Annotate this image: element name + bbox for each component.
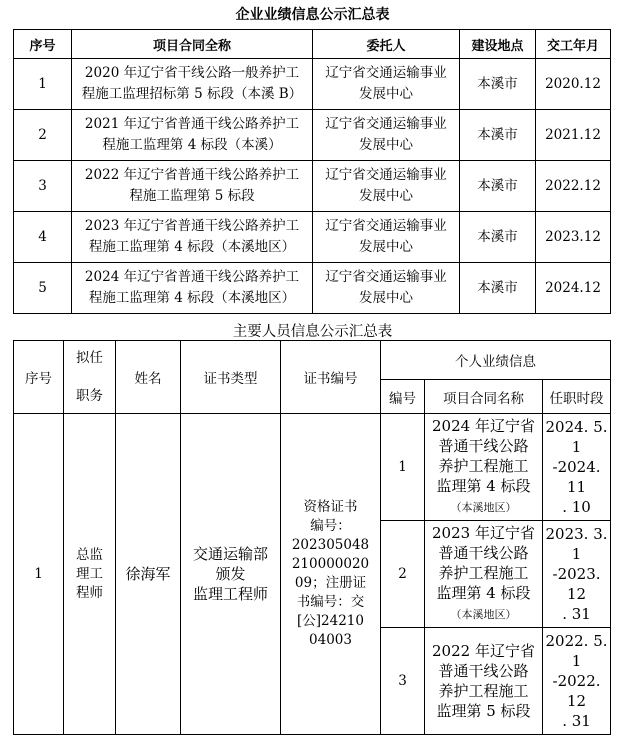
table-row: [14, 414, 611, 521]
header-sub-no: 编号: [381, 380, 425, 414]
row-location: 本溪市: [460, 161, 536, 212]
row-project-name: 2020 年辽宁省干线公路一般养护工 程施工监理招标第 5 标段（本溪 B）: [72, 59, 313, 110]
record-period: 2022. 5. 1 -2022. 12 . 31: [543, 628, 611, 735]
row-client: 辽宁省交通运输事业 发展中心: [313, 263, 460, 314]
person-no: 1: [14, 414, 64, 735]
row-date: 2023.12: [536, 212, 611, 263]
table-row: [14, 110, 611, 161]
table-row: [14, 263, 611, 314]
header-cert-type: 证书类型: [181, 341, 281, 414]
table-row: [14, 161, 611, 212]
record-no: 3: [381, 628, 425, 735]
header-no: 序号: [14, 30, 72, 59]
table-row: [14, 212, 611, 263]
record-name: 2022 年辽宁省 普通干线公路 养护工程施工 监理第 5 标段: [425, 628, 543, 735]
row-project-name: 2022 年辽宁省普通干线公路养护工 程施工监理第 5 标段: [72, 161, 313, 212]
person-position: 总监 理工 程师: [64, 414, 116, 735]
table-header-row: [14, 30, 611, 59]
row-client: 辽宁省交通运输事业 发展中心: [313, 59, 460, 110]
header-sub-name: 项目合同名称: [425, 380, 543, 414]
header-cert-no: 证书编号: [281, 341, 381, 414]
record-period: 2024. 5. 1 -2024. 11 . 10: [543, 414, 611, 521]
row-project-name: 2023 年辽宁省普通干线公路养护工 程施工监理第 4 标段（本溪地区）: [72, 212, 313, 263]
record-no: 2: [381, 521, 425, 628]
row-project-name: 2021 年辽宁省普通干线公路养护工 程施工监理第 4 标段（本溪）: [72, 110, 313, 161]
header-project-name: 项目合同全称: [72, 30, 313, 59]
record-name: 2023 年辽宁省 普通干线公路 养护工程施工 监理第 4 标段 （本溪地区）: [425, 521, 543, 628]
person-cert-no: 资格证书 编号： 202305048 210000020 09；注册证 书编号：交 [公]24210 04003: [281, 414, 381, 735]
header-location: 建设地点: [460, 30, 536, 59]
table-header-row: [14, 341, 611, 380]
row-location: 本溪市: [460, 263, 536, 314]
header-position: 拟任 职务: [64, 341, 116, 414]
row-no: 1: [14, 59, 72, 110]
record-period: 2023. 3. 1 -2023. 12 . 31: [543, 521, 611, 628]
header-no: 序号: [14, 341, 64, 414]
person-cert-type: 交通运输部 颁发 监理工程师: [181, 414, 281, 735]
row-client: 辽宁省交通运输事业 发展中心: [313, 212, 460, 263]
row-client: 辽宁省交通运输事业 发展中心: [313, 161, 460, 212]
row-no: 3: [14, 161, 72, 212]
row-no: 5: [14, 263, 72, 314]
row-date: 2021.12: [536, 110, 611, 161]
row-location: 本溪市: [460, 212, 536, 263]
header-sub-period: 任职时段: [543, 380, 611, 414]
header-client: 委托人: [313, 30, 460, 59]
person-name: 徐海军: [116, 414, 181, 735]
header-name: 姓名: [116, 341, 181, 414]
key-personnel-table: [13, 340, 611, 735]
row-date: 2022.12: [536, 161, 611, 212]
row-location: 本溪市: [460, 59, 536, 110]
company-performance-table: [13, 29, 611, 314]
row-date: 2024.12: [536, 263, 611, 314]
record-no: 1: [381, 414, 425, 521]
header-completion-date: 交工年月: [536, 30, 611, 59]
key-personnel-table-title: 主要人员信息公示汇总表: [232, 324, 393, 340]
row-project-name: 2024 年辽宁省普通干线公路养护工 程施工监理第 4 标段（本溪地区）: [72, 263, 313, 314]
company-performance-table-title: 企业业绩信息公示汇总表: [235, 7, 390, 23]
row-date: 2020.12: [536, 59, 611, 110]
record-name: 2024 年辽宁省 普通干线公路 养护工程施工 监理第 4 标段 （本溪地区）: [425, 414, 543, 521]
row-location: 本溪市: [460, 110, 536, 161]
row-no: 4: [14, 212, 72, 263]
row-no: 2: [14, 110, 72, 161]
row-client: 辽宁省交通运输事业 发展中心: [313, 110, 460, 161]
table-row: [14, 59, 611, 110]
header-personal-performance: 个人业绩信息: [381, 341, 611, 380]
